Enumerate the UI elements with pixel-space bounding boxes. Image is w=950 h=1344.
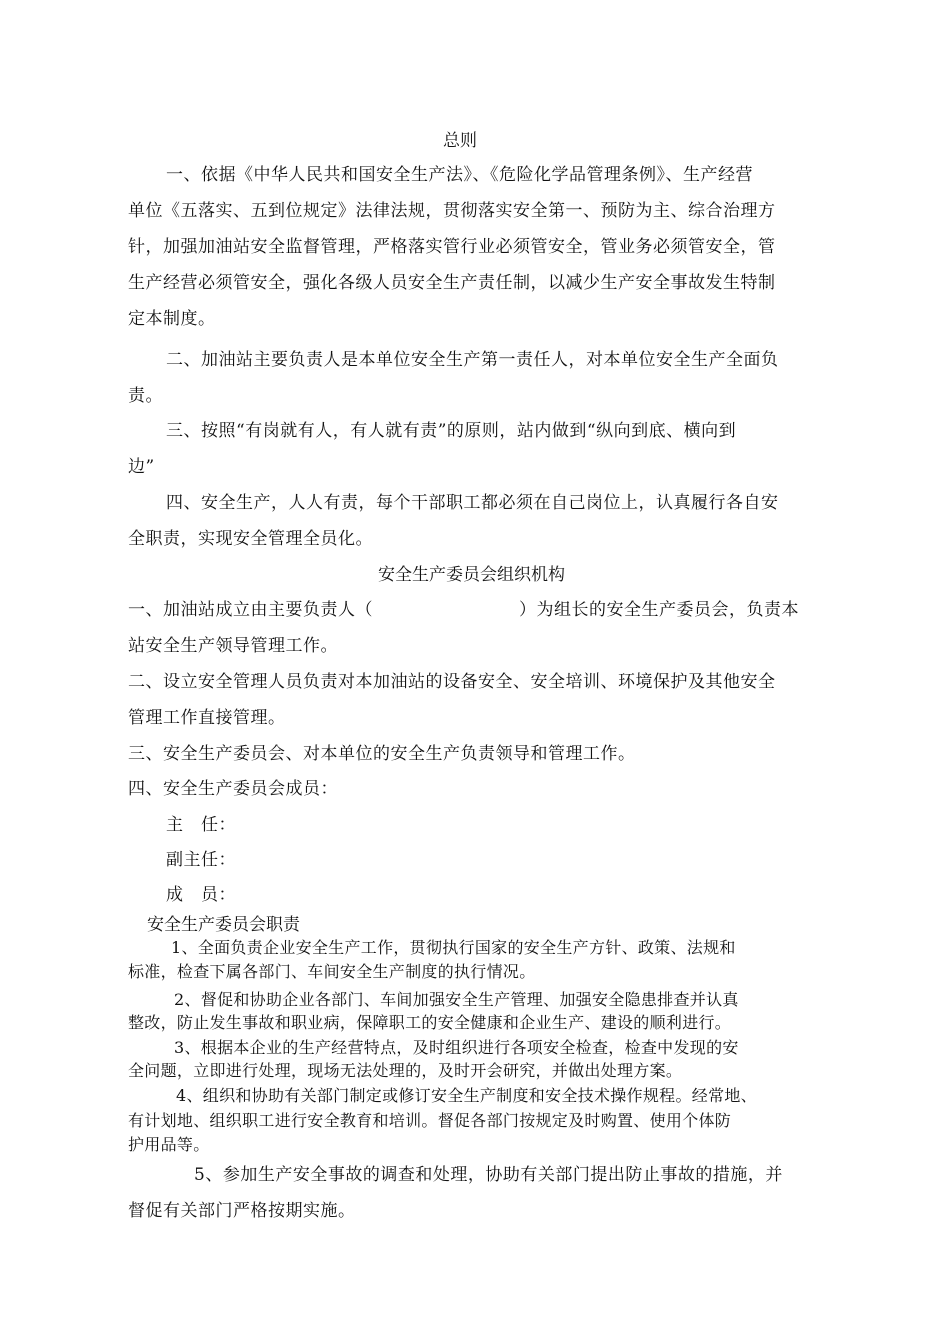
general-para-2-line-1: 二、加油站主要负责人是本单位安全生产第一责任人，对本单位安全生产全面负 — [166, 350, 779, 370]
section-title-duties: 安全生产委员会职责 — [147, 915, 300, 935]
general-para-3-line-1: 三、按照“有岗就有人，有人就有责”的原则，站内做到“纵向到底、横向到 — [166, 421, 737, 441]
general-para-3-line-2: 边” — [128, 457, 155, 477]
general-para-1-line-2: 单位《五落实、五到位规定》法律法规，贯彻落实安全第一、预防为主、综合治理方 — [128, 201, 776, 221]
duty-3-line-1: 3、根据本企业的生产经营特点，及时组织进行各项安全检查，检查中发现的安 — [174, 1038, 739, 1057]
general-para-1-line-4: 生产经营必须管安全，强化各级人员安全生产责任制，以减少生产安全事故发生特制 — [128, 273, 776, 293]
duty-5-line-1: 5、参加生产安全事故的调查和处理，协助有关部门提出防止事故的措施，并 — [194, 1165, 783, 1185]
duty-2-line-1: 2、督促和协助企业各部门、车间加强安全生产管理、加强安全隐患排查并认真 — [174, 990, 739, 1009]
general-para-4-line-1: 四、安全生产，人人有责，每个干部职工都必须在自己岗位上，认真履行各自安 — [166, 493, 779, 513]
org-para-1-line-1-end: ）为组长的安全生产委员会，负责本 — [519, 600, 799, 620]
org-para-4: 四、安全生产委员会成员： — [128, 779, 338, 799]
org-para-1-line-1-start: 一、加油站成立由主要负责人（ — [128, 600, 373, 620]
duty-5-line-2: 督促有关部门严格按期实施。 — [128, 1201, 356, 1221]
duty-4-line-2: 有计划地、组织职工进行安全教育和培训。督促各部门按规定及时购置、使用个体防 — [128, 1111, 732, 1130]
section-title-organization: 安全生产委员会组织机构 — [378, 565, 565, 585]
duty-1-line-2: 标准，检查下属各部门、车间安全生产制度的执行情况。 — [128, 962, 536, 981]
duty-4-line-3: 护用品等。 — [128, 1135, 210, 1154]
member-director-label: 主 任： — [166, 815, 236, 835]
duty-3-line-2: 全问题，立即进行处理，现场无法处理的，及时开会研究，并做出处理方案。 — [128, 1061, 683, 1080]
member-deputy-director-label: 副主任： — [166, 850, 236, 870]
org-para-2-line-2: 管理工作直接管理。 — [128, 708, 286, 728]
general-para-4-line-2: 全职责，实现安全管理全员化。 — [128, 529, 373, 549]
general-para-1-line-5: 定本制度。 — [128, 309, 216, 329]
general-para-2-line-2: 责。 — [128, 386, 163, 406]
duty-4-line-1: 4、组织和协助有关部门制定或修订安全生产制度和安全技术操作规程。经常地、 — [176, 1086, 757, 1105]
general-para-1-line-3: 针，加强加油站安全监督管理，严格落实管行业必须管安全，管业务必须管安全，管 — [128, 237, 776, 257]
org-para-2-line-1: 二、设立安全管理人员负责对本加油站的设备安全、安全培训、环境保护及其他安全 — [128, 672, 776, 692]
member-members-label: 成 员： — [166, 885, 236, 905]
general-para-1-line-1: 一、依据《中华人民共和国安全生产法》、《危险化学品管理条例》、生产经营 — [166, 165, 753, 185]
org-para-1-line-2: 站安全生产领导管理工作。 — [128, 636, 338, 656]
duty-2-line-2: 整改，防止发生事故和职业病，保障职工的安全健康和企业生产、建设的顺利进行。 — [128, 1013, 732, 1032]
org-para-3: 三、安全生产委员会、对本单位的安全生产负责领导和管理工作。 — [128, 744, 636, 764]
section-title-general: 总则 — [443, 131, 477, 151]
duty-1-line-1: 1、全面负责企业安全生产工作，贯彻执行国家的安全生产方针、政策、法规和 — [171, 938, 736, 957]
